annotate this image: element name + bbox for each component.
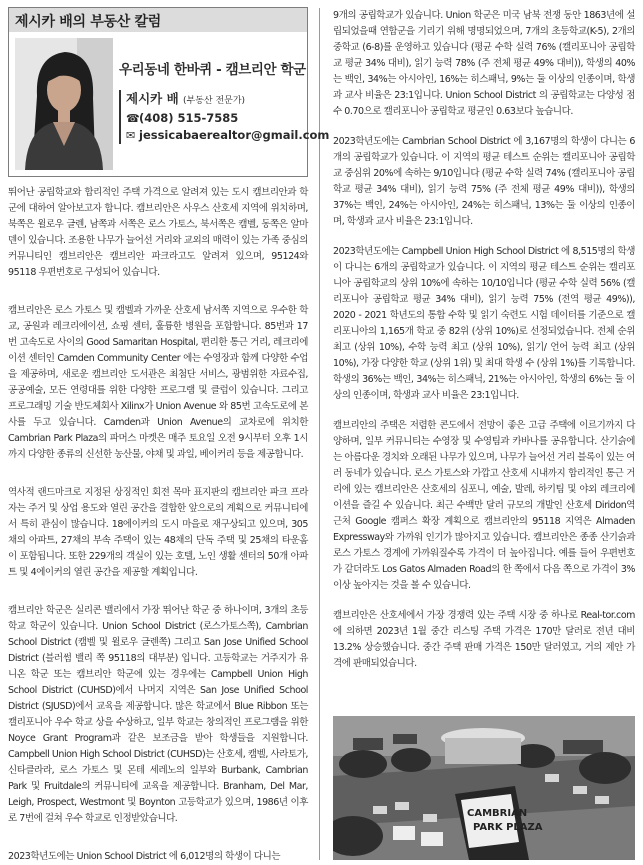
left-column xyxy=(8,0,330,865)
paragraph: 2023학년도에는 Campbell Union High School District 에 8,515명의 학생이 다니는 6개의 공립학교가 있습니다. 이 지역의 평균 테스트 순위는 캘리포니아 공립학교의 상위 10%에 속하는 10/10입니다 (평균 수학 실력 56% (캘리포니아 공립학교 평균 34% 대비), 읽기 능력 75% (전역 평균 49%)), 2020 - 2021 학년도의 통합 수학 및 읽기 숙련도 시험 데이터를 기준으로 캘리포니아의 1,165개 학교 중 82위 (상위 10%)로 선정되었습니다. 전체 순위 최고 (상위 10%), 수학 능력 최고 (상위 10%), 읽기/ 언어 능력 최고 (상위 10%), 가장 다양한 학교 (상위 1위) 및 최대 학생 수 (상위 1%)를 기록합니다. 학생의 36%는 백인, 34%는 히스패닉, 21%는 아시아인, 학생의 6%는 둘 이상의 인종이며, 학생과 교사 비율은 23:1입니다. xyxy=(333,246,635,401)
email-address[interactable]: jessicabaerealtor@gmail.com xyxy=(139,128,330,142)
paragraph: 캠브리안은 로스 가토스 및 캠벨과 가까운 산호세 남서쪽 지역으로 우수한 학교, 공원과 레크리에이션, 쇼핑 센터, 훌륭한 병원을 포함합니다. 85번과 17번 고속도로 사이의 Good Samaritan Hospital, 편리한 통근 거리, 레크리에이션 센터인 Camden Community Center 에는 수영장과 함께 다양한 수업을 제공하며, 새로운 캠브리안 도서관은 최첨단 서비스, 광범위한 자료수집, 공공예술, 모든 연령대를 위한 다양한 프로그램 및 클럽이 있습니다. 그리고 프로그래밍 기술 반도체회사 Xilinx가 Union Avenue 와 85번 고속도로에 본사를 두고 있습니다. Camden과 Union Avenue의 교차로에 위치한 Cambrian Park Plaza의 파머스 마켓은 매주 토요일 오전 9시부터 오후 1시까지 다양한 종류의 신선한 농산물, 야채 및 과일, 베이커리 등을 제공합니다. xyxy=(8,305,308,460)
author-name: 제시카 배 xyxy=(126,91,179,106)
email-icon: ✉ xyxy=(126,129,136,142)
author-photo xyxy=(15,38,113,170)
cambrian-park-plaza-photo xyxy=(333,716,635,860)
author-role: (부동산 전문가) xyxy=(183,96,246,106)
phone-line xyxy=(126,110,312,127)
right-column xyxy=(333,0,635,672)
paragraph: 2023학년도에는 Union School District 에 6,012명의 학생이 다니는 xyxy=(8,851,281,862)
paragraph: 2023학년도에는 Cambrian School District 에 3,167명의 학생이 다니는 6개의 공립학교가 있습니다. 이 지역의 평균 테스트 순위는 캘리포니아 공립학교 중심위 20%에 속하는 9/10입니다 (평균 수학 실력 74% (캘리포니아 공립학교 평균 34% 대비), 읽기 능력 75% (주 전체 평균 49% 대비)), 학생의 37%는 백인, 24%는 아시아인, 24%는 히스패닉, 13%는 둘 이상의 인종이며, 학생과 교사 비율은 23:1입니다. xyxy=(333,136,635,227)
paragraph: 역사적 랜드마크로 지정된 상징적인 회전 목마 표지판의 캠브리안 파크 프라자는 주거 및 상업 용도와 열린 공간을 결합한 앞으로의 계획으로 커뮤니티에서 특히 관심이 많습니다. 18에이커의 도시 마을로 재구상되고 있으며, 305채의 아파트, 27채의 부속 주택이 있는 48채의 단독 주택 및 25채의 타운홈이 포함됩니다. 또한 229개의 객실이 있는 호텔, 노인 생활 센터의 50개 아파트 및 4에이커의 열린 공간을 제공할 계획입니다. xyxy=(8,487,308,578)
paragraph: 캠브리안의 주택은 저렴한 콘도에서 전망이 좋은 고급 주택에 이르기까지 다양하며, 일부 커뮤니티는 수영장 및 수영팀과 카바나를 공유합니다. 산기슭에는 아름다운 경치와 오래된 나무가 있으며, 나무가 늘어선 거리 블록이 있는 여러 동네가 있습니다. 로스 가토스와 가깝고 산호세 시내까지 합리적인 통근 거리에 있는 캠브리안은 산호세의 심포니, 예술, 발레, 하키팀 및 야외 레크리에이션을 즐길 수 있습니다. 최근 수백만 달러 규모의 개발인 산호세 Diridon역 근처 Google 캠퍼스 확장 계획으로 캠브리안의 95118 지역은 Almaden Expressway와 가까워 인기가 많아지고 있습니다. 캠브리안은 종종 산기슭과 로스 가토스 경계에 가까워질수록 가격이 더 높아집니다. 예를 들어 우편번호가 같더라도 Los Gatos Almaden Road의 한 쪽에서 다음 쪽으로 가격이 3% 이상 높아지는 것을 볼 수 있습니다. xyxy=(333,420,635,591)
paragraph: 뛰어난 공립학교와 합리적인 주택 가격으로 알려져 있는 도시 캠브리안과 학군에 대하여 알아보고자 합니다. 캠브리안은 사우스 산호세 지역에 위치하며, 북쪽은 윌로우 글렌, 남쪽과 서쪽은 로스 가토스, 북서쪽은 캠벨, 동쪽은 알마덴이 있습니다. 조용한 나무가 늘어선 거리와 교외의 매력이 있는 가족 중심의 커뮤니티인 캠브리안은 캠브리안 파크라고도 알려져 있으며, 95124와 95118 우편번호로 구성되어 있습니다. xyxy=(8,187,308,278)
author-name-line xyxy=(126,90,312,110)
column-header xyxy=(8,7,330,177)
phone-number[interactable]: (408) 515-7585 xyxy=(139,111,239,125)
paragraph: 캠브리안은 산호세에서 가장 경쟁력 있는 주택 시장 중 하나로 Real-tor.com에 의하면 2023년 1월 중간 리스팅 주택 가격은 170만 달러로 전년 대비 13.2% 상승했습니다. 중간 주택 판매 가격은 150만 달러였고, 거의 제안 가격에 판매되었습니다. xyxy=(333,610,635,669)
phone-icon: ☎ xyxy=(126,112,140,125)
paragraph: 9개의 공립학교가 있습니다. Union 학군은 미국 남북 전쟁 동안 1863년에 설립되었을때 연합군을 기리기 위해 명명되었으며, 7개의 초등학교(K-5), 2개의 중학교 (6-8)를 운영하고 있습니다 (평균 수학 실력 76% (캘리포니아 공립학교 평균 34% 대비), 읽기 능력 78% (주 전체 평균 49% 대비)), 학생의 40%는 백인, 34%는 아시아인, 16%는 히스패닉, 9%는 둘 이상의 인종이며, 학생과 교사 비율은 23:1입니다. Union School District 의 공립학교는 다양성 점수 0.70으로 캘리포니아 공립학교 평균인 0.63보다 높습니다. xyxy=(333,10,635,117)
paragraph: 캠브리안 학군은 실리콘 밸리에서 가장 뛰어난 학군 중 하나이며, 3개의 초등학교 학군이 있습니다. Union School District (로스가토스쪽), Cambrian School District (캠벨 및 윌로우 글렌쪽) 그리고 San Jose Unified School District (블러썸 밸리 쪽 95118의 대부분) 입니다. 고등학교는 거주지가 유니온 학군 또는 캠브리안 학군에 있는 경우에는 Campbell Union High School District (CUHSD)에서 나머지 지역은 San Jose Unified School District (SJUSD)에서 교육을 제공합니다. 많은 학교에서 Blue Ribbon 또는 캘리포니아 우수 학교 상을 수상하고, 일부 학교는 창의적인 프로그램을 위한 Noyce Grant Program과 같은 보조금을 받아 학생들을 지원합니다. Campbell Union High School District (CUHSD)는 산호세, 캠벨, 사라토가, 신타클라라, 로스 가토스 및 몬테 세레노의 일부와 Burbank, Cambrian Park 및 Fruitdale의 커뮤니티에 교육을 제공합니다. Branham, Del Mar, Leigh, Prospect, Westmont 및 Boynton 고등학교가 있으며, 1986년 이후로 7번에 걸쳐 우수 학교로 인정받았습니다. xyxy=(8,605,308,824)
sign-text: CAMBRIAN xyxy=(467,808,528,819)
column-name: 제시카 배의 부동산 칼럼 xyxy=(15,14,161,30)
email-line xyxy=(126,127,330,144)
headline: 우리동네 한바퀴 - 캠브리안 학군 xyxy=(119,62,306,78)
contact-block xyxy=(119,90,330,144)
svg-text:PARK PLAZA: PARK PLAZA xyxy=(473,822,543,833)
column-name-banner xyxy=(9,8,307,32)
